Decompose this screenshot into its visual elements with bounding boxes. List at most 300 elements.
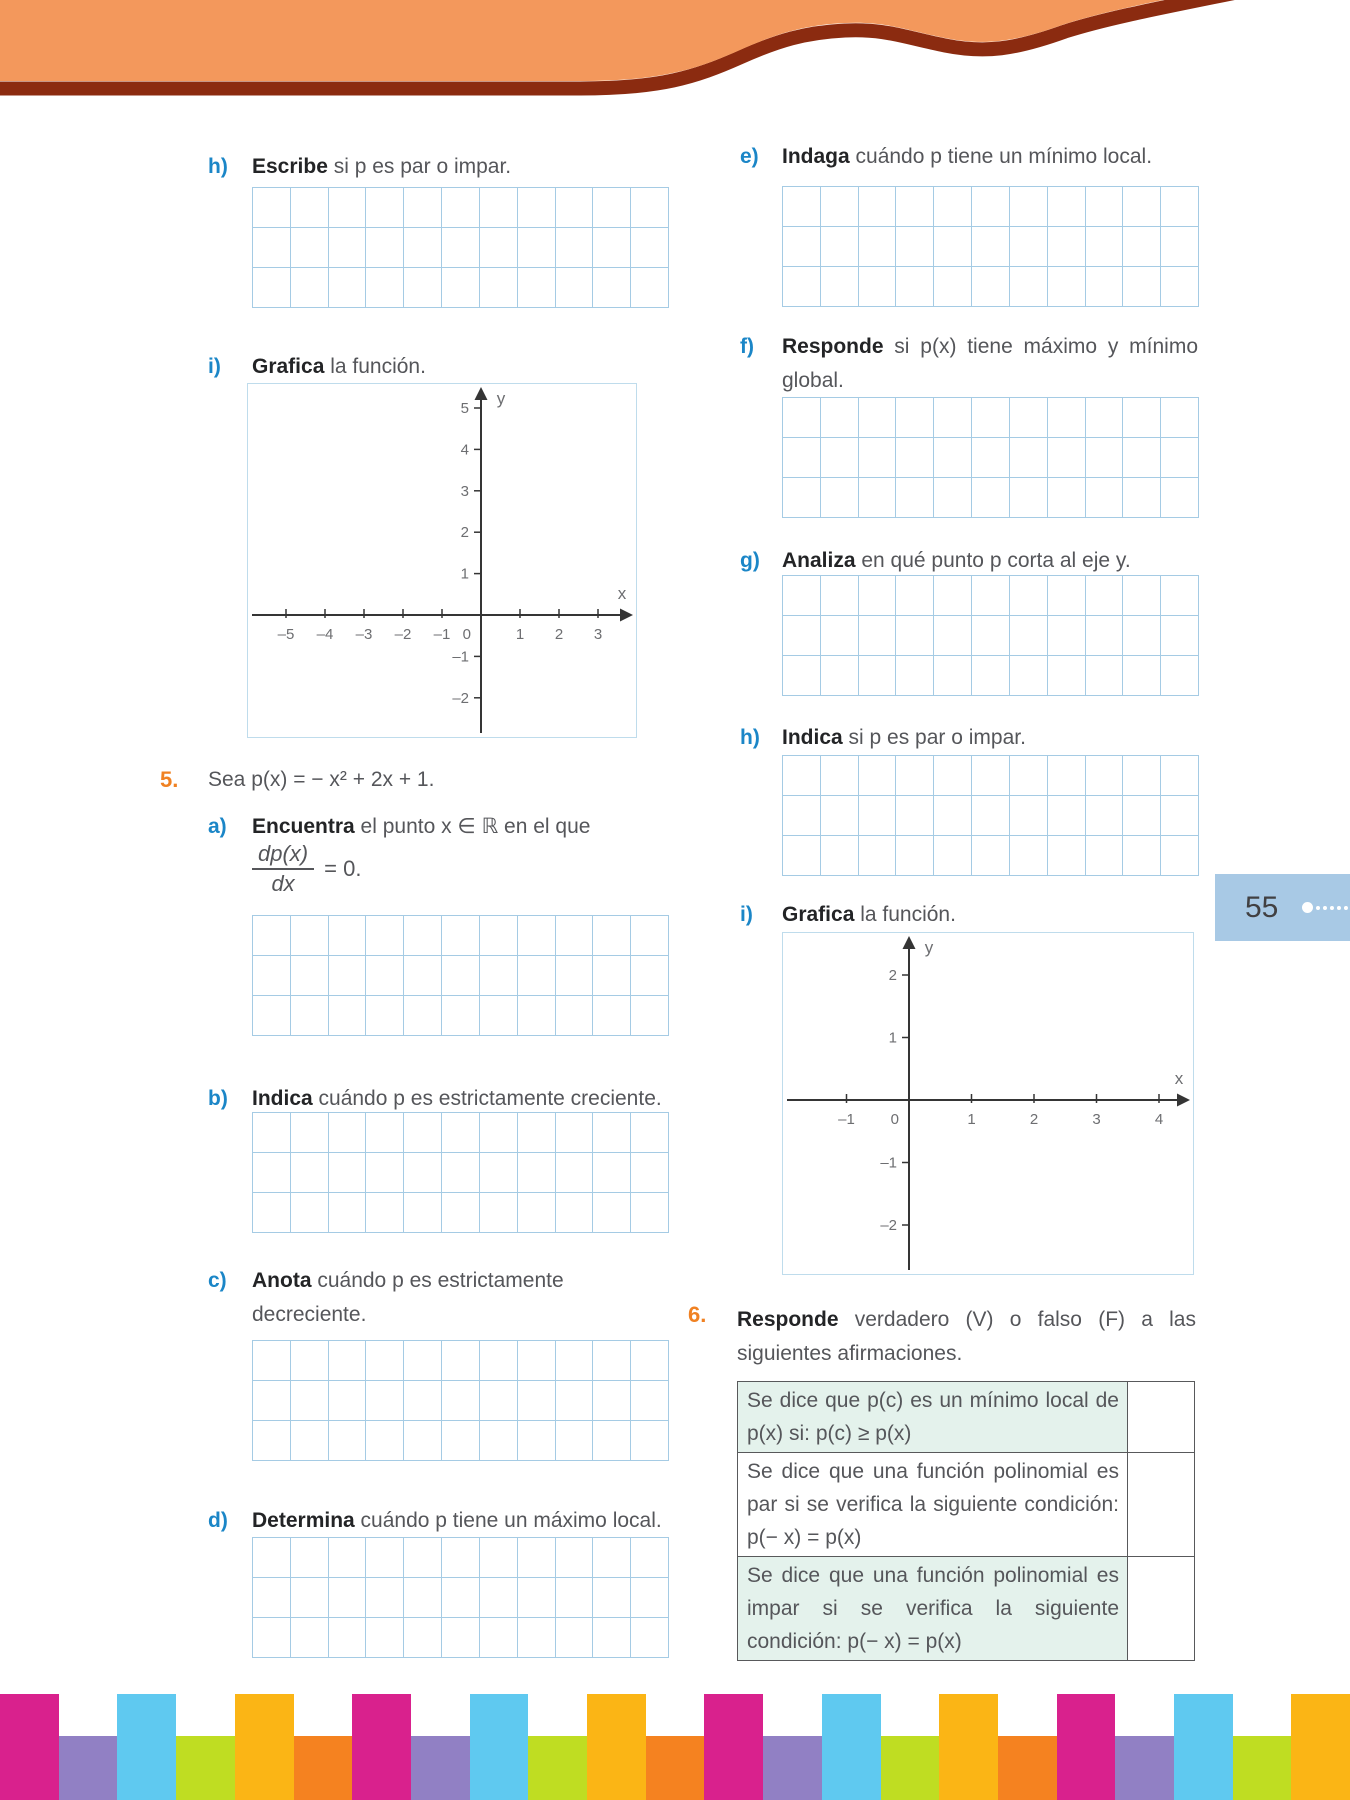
grid-cell [1086, 756, 1124, 796]
item-prompt: Indaga cuándo p tiene un mínimo local. [782, 145, 1153, 168]
grid-cell [631, 1618, 669, 1658]
grid-cell [1048, 656, 1086, 696]
grid-cell [1161, 576, 1199, 616]
grid-cell [556, 916, 594, 956]
grid-cell [329, 228, 367, 268]
grid-cell [783, 616, 821, 656]
grid-cell [480, 1113, 518, 1153]
item-label: c) [208, 1269, 227, 1292]
grid-cell [442, 1578, 480, 1618]
grid-cell [1161, 836, 1199, 876]
grid-cell [480, 916, 518, 956]
grid-cell [631, 1193, 669, 1233]
grid-cell [442, 916, 480, 956]
item-prompt: Indica cuándo p es estrictamente creciente. [252, 1087, 662, 1110]
item-label: i) [740, 903, 753, 926]
grid-cell [442, 1113, 480, 1153]
grid-cell [972, 836, 1010, 876]
grid-cell [329, 1538, 367, 1578]
fraction-numerator: dp(x) [258, 841, 309, 866]
answer-grid [252, 915, 669, 1036]
grid-cell [821, 796, 859, 836]
svg-text:0: 0 [462, 626, 471, 643]
grid-cell [366, 228, 404, 268]
svg-text:x: x [1174, 1069, 1184, 1088]
grid-cell [821, 756, 859, 796]
item-label: b) [208, 1087, 228, 1110]
grid-cell [442, 1381, 480, 1421]
grid-cell [1086, 227, 1124, 267]
grid-cell [1048, 398, 1086, 438]
grid-cell [404, 956, 442, 996]
grid-cell [404, 996, 442, 1036]
grid-cell [366, 1193, 404, 1233]
grid-cell [972, 796, 1010, 836]
grid-cell [631, 1421, 669, 1461]
grid-cell [1048, 756, 1086, 796]
item-prompt: Grafica la función. [782, 903, 956, 926]
grid-cell [783, 796, 821, 836]
grid-cell [518, 1153, 556, 1193]
grid-cell [783, 478, 821, 518]
statement-cell: Se dice que una función polinomial es par si se verifica la siguiente condición: p(− x) = p(x) [738, 1453, 1128, 1557]
grid-cell [442, 268, 480, 308]
svg-text:y: y [924, 938, 934, 957]
grid-cell [859, 756, 897, 796]
svg-text:1: 1 [967, 1111, 976, 1128]
grid-cell [593, 1113, 631, 1153]
grid-cell [291, 228, 329, 268]
svg-text:–1: –1 [838, 1111, 855, 1128]
grid-cell [442, 996, 480, 1036]
grid-cell [859, 398, 897, 438]
grid-cell [404, 268, 442, 308]
grid-cell [1010, 756, 1048, 796]
exercise-right-h [740, 721, 1026, 755]
grid-cell [934, 796, 972, 836]
grid-cell [593, 228, 631, 268]
grid-cell [821, 836, 859, 876]
grid-cell [1010, 576, 1048, 616]
grid-cell [1048, 478, 1086, 518]
grid-cell [859, 616, 897, 656]
exercise-right-g [740, 544, 1131, 578]
grid-cell [859, 438, 897, 478]
grid-cell [783, 756, 821, 796]
grid-cell [518, 228, 556, 268]
table-row [738, 1453, 1195, 1557]
coordinate-plane-right [782, 932, 1194, 1275]
statement-cell: Se dice que p(c) es un mínimo local de p(x) si: p(c) ≥ p(x) [738, 1382, 1128, 1453]
band-block [822, 1694, 881, 1800]
page-number: 55 [1245, 890, 1279, 924]
grid-cell [972, 398, 1010, 438]
band-block [528, 1736, 587, 1800]
grid-cell [896, 438, 934, 478]
grid-cell [1048, 616, 1086, 656]
grid-cell [518, 1341, 556, 1381]
equation-rhs: = 0. [324, 856, 362, 881]
grid-cell [896, 398, 934, 438]
grid-cell [480, 1153, 518, 1193]
grid-cell [291, 1578, 329, 1618]
derivative-equation [252, 840, 361, 898]
grid-cell [593, 268, 631, 308]
grid-cell [859, 267, 897, 307]
grid-cell [366, 268, 404, 308]
grid-cell [253, 1381, 291, 1421]
grid-cell [442, 1341, 480, 1381]
grid-cell [291, 1113, 329, 1153]
grid-cell [593, 188, 631, 228]
band-block [881, 1736, 940, 1800]
grid-cell [556, 1153, 594, 1193]
band-block [117, 1694, 176, 1800]
grid-cell [934, 478, 972, 518]
fraction [252, 840, 314, 898]
grid-cell [1123, 576, 1161, 616]
grid-cell [1048, 576, 1086, 616]
exercise-left-c [208, 1264, 586, 1332]
grid-cell [1010, 227, 1048, 267]
grid-cell [1123, 398, 1161, 438]
grid-cell [972, 576, 1010, 616]
grid-cell [518, 1578, 556, 1618]
grid-cell [480, 1578, 518, 1618]
grid-cell [1010, 438, 1048, 478]
grid-cell [366, 1421, 404, 1461]
grid-cell [1123, 656, 1161, 696]
item-label: h) [208, 155, 228, 178]
svg-text:0: 0 [890, 1111, 899, 1128]
grid-cell [366, 1341, 404, 1381]
grid-cell [329, 1153, 367, 1193]
item-prompt: Indica si p es par o impar. [782, 726, 1026, 749]
exercise-right-f [740, 330, 1198, 398]
exercise-left-b [208, 1082, 662, 1116]
band-block [352, 1694, 411, 1800]
item-label: a) [208, 815, 227, 838]
table-row [738, 1557, 1195, 1661]
grid-cell [1161, 227, 1199, 267]
grid-cell [442, 1153, 480, 1193]
grid-cell [329, 1618, 367, 1658]
grid-cell [329, 1193, 367, 1233]
answer-grid [782, 755, 1199, 876]
grid-cell [783, 656, 821, 696]
grid-cell [631, 1341, 669, 1381]
grid-cell [972, 616, 1010, 656]
grid-cell [253, 188, 291, 228]
grid-cell [783, 576, 821, 616]
answer-grid [252, 187, 669, 308]
grid-cell [556, 956, 594, 996]
grid-cell [934, 756, 972, 796]
grid-cell [442, 1421, 480, 1461]
problem-number: 6. [688, 1302, 707, 1327]
svg-text:4: 4 [460, 441, 469, 459]
item-prompt: Analiza en qué punto p corta al eje y. [782, 549, 1131, 572]
band-block [1174, 1694, 1233, 1800]
grid-cell [291, 1538, 329, 1578]
grid-cell [291, 188, 329, 228]
grid-cell [366, 1618, 404, 1658]
grid-cell [291, 1193, 329, 1233]
grid-cell [972, 227, 1010, 267]
grid-cell [556, 1381, 594, 1421]
grid-cell [518, 1538, 556, 1578]
grid-cell [404, 228, 442, 268]
grid-cell [480, 996, 518, 1036]
item-prompt: Encuentra el punto x ∈ ℝ en el que [252, 815, 591, 838]
grid-cell [934, 438, 972, 478]
grid-cell [1010, 616, 1048, 656]
grid-cell [291, 1153, 329, 1193]
grid-cell [404, 1113, 442, 1153]
grid-cell [934, 227, 972, 267]
svg-text:–5: –5 [277, 626, 295, 643]
statement-table [737, 1381, 1195, 1661]
grid-cell [253, 916, 291, 956]
item-prompt: Escribe si p es par o impar. [252, 155, 512, 178]
grid-cell [783, 836, 821, 876]
item-prompt: Grafica la función. [252, 355, 426, 378]
problem5-statement: Sea p(x) = − x² + 2x + 1. [208, 768, 435, 791]
grid-cell [1086, 398, 1124, 438]
grid-cell [1086, 836, 1124, 876]
grid-cell [518, 1193, 556, 1233]
grid-cell [329, 1578, 367, 1618]
grid-cell [1161, 656, 1199, 696]
grid-cell [896, 227, 934, 267]
grid-cell [821, 187, 859, 227]
band-block [1291, 1694, 1350, 1800]
grid-cell [859, 576, 897, 616]
grid-cell [253, 228, 291, 268]
item-prompt: Responde si p(x) tiene máximo y mínimo global. [782, 335, 1198, 392]
svg-text:–2: –2 [452, 689, 469, 707]
grid-cell [631, 228, 669, 268]
svg-text:–3: –3 [355, 626, 373, 643]
band-block [704, 1694, 763, 1800]
grid-cell [593, 1578, 631, 1618]
grid-cell [821, 616, 859, 656]
answer-cell [1128, 1382, 1195, 1453]
grid-cell [593, 956, 631, 996]
grid-cell [253, 1578, 291, 1618]
grid-cell [896, 267, 934, 307]
grid-cell [329, 268, 367, 308]
band-block [470, 1694, 529, 1800]
grid-cell [631, 1113, 669, 1153]
grid-cell [556, 1618, 594, 1658]
grid-cell [366, 1153, 404, 1193]
grid-cell [518, 996, 556, 1036]
grid-cell [329, 188, 367, 228]
grid-cell [859, 478, 897, 518]
grid-cell [934, 836, 972, 876]
grid-cell [934, 398, 972, 438]
svg-text:5: 5 [460, 400, 469, 417]
grid-cell [518, 188, 556, 228]
svg-text:x: x [617, 584, 627, 603]
answer-grid [782, 575, 1199, 696]
grid-cell [934, 616, 972, 656]
exercise-left-d [208, 1504, 662, 1538]
grid-cell [1048, 836, 1086, 876]
grid-cell [934, 656, 972, 696]
answer-grid [782, 186, 1199, 307]
grid-cell [253, 1341, 291, 1381]
grid-cell [366, 1538, 404, 1578]
grid-cell [631, 1381, 669, 1421]
grid-cell [404, 1421, 442, 1461]
grid-cell [821, 227, 859, 267]
svg-text:2: 2 [554, 626, 564, 643]
grid-cell [253, 268, 291, 308]
grid-cell [366, 188, 404, 228]
grid-cell [1123, 267, 1161, 307]
grid-cell [329, 1113, 367, 1153]
grid-cell [291, 1618, 329, 1658]
grid-cell [518, 916, 556, 956]
band-block [1057, 1694, 1116, 1800]
grid-cell [631, 268, 669, 308]
grid-cell [593, 1421, 631, 1461]
grid-cell [1010, 478, 1048, 518]
grid-cell [404, 916, 442, 956]
grid-cell [404, 188, 442, 228]
grid-cell [821, 576, 859, 616]
grid-cell [593, 1538, 631, 1578]
exercise-left-i [208, 350, 426, 384]
grid-cell [556, 1538, 594, 1578]
grid-cell [631, 956, 669, 996]
grid-cell [556, 1193, 594, 1233]
svg-text:3: 3 [1092, 1111, 1101, 1128]
grid-cell [859, 227, 897, 267]
grid-cell [1123, 227, 1161, 267]
item-prompt: Anota cuándo p es estrictamente decreciente. [252, 1269, 564, 1326]
grid-cell [291, 268, 329, 308]
grid-cell [1161, 756, 1199, 796]
grid-cell [859, 796, 897, 836]
svg-text:2: 2 [888, 967, 897, 984]
grid-cell [556, 268, 594, 308]
problem6-statement [737, 1303, 1196, 1371]
grid-cell [1010, 267, 1048, 307]
grid-cell [1086, 656, 1124, 696]
grid-cell [1123, 796, 1161, 836]
grid-cell [1048, 187, 1086, 227]
grid-cell [1086, 187, 1124, 227]
grid-cell [1123, 756, 1161, 796]
answer-cell [1128, 1557, 1195, 1661]
grid-cell [1123, 187, 1161, 227]
grid-cell [556, 1113, 594, 1153]
grid-cell [783, 438, 821, 478]
item-prompt: Determina cuándo p tiene un máximo local. [252, 1509, 662, 1532]
grid-cell [253, 1113, 291, 1153]
tab-dotted-line [1316, 906, 1348, 910]
grid-cell [972, 267, 1010, 307]
grid-cell [631, 1578, 669, 1618]
grid-cell [291, 1381, 329, 1421]
grid-cell [859, 836, 897, 876]
grid-cell [366, 996, 404, 1036]
band-block [0, 1694, 59, 1800]
answer-cell [1128, 1453, 1195, 1557]
grid-cell [821, 398, 859, 438]
grid-cell [859, 656, 897, 696]
grid-cell [1161, 187, 1199, 227]
grid-cell [1123, 438, 1161, 478]
grid-cell [1048, 438, 1086, 478]
grid-cell [480, 1193, 518, 1233]
band-block [763, 1736, 822, 1800]
grid-cell [1010, 796, 1048, 836]
grid-cell [821, 656, 859, 696]
exercise-left-h [208, 150, 512, 184]
grid-cell [404, 1153, 442, 1193]
grid-cell [593, 1618, 631, 1658]
table-row [738, 1382, 1195, 1453]
band-block [176, 1736, 235, 1800]
header-band [0, 0, 1350, 100]
grid-cell [1161, 616, 1199, 656]
grid-cell [329, 996, 367, 1036]
grid-cell [934, 267, 972, 307]
grid-cell [821, 478, 859, 518]
grid-cell [556, 1421, 594, 1461]
grid-cell [631, 916, 669, 956]
exercise-left-a [208, 810, 591, 844]
grid-cell [783, 227, 821, 267]
grid-cell [329, 956, 367, 996]
grid-cell [821, 438, 859, 478]
grid-cell [442, 228, 480, 268]
grid-cell [518, 1421, 556, 1461]
page-number-tab [1215, 874, 1350, 941]
grid-cell [1123, 478, 1161, 518]
grid-cell [1086, 438, 1124, 478]
grid-cell [366, 1381, 404, 1421]
grid-cell [593, 1153, 631, 1193]
svg-text:–1: –1 [452, 648, 469, 666]
statement-cell: Se dice que una función polinomial es impar si se verifica la siguiente condición: p(− x) = p(x) [738, 1557, 1128, 1661]
grid-cell [253, 1153, 291, 1193]
grid-cell [480, 188, 518, 228]
grid-cell [404, 1381, 442, 1421]
grid-cell [1161, 478, 1199, 518]
item-label: d) [208, 1509, 228, 1532]
grid-cell [1161, 796, 1199, 836]
svg-text:–1: –1 [880, 1154, 897, 1172]
grid-cell [1048, 227, 1086, 267]
grid-cell [821, 267, 859, 307]
grid-cell [329, 1421, 367, 1461]
grid-cell [896, 576, 934, 616]
grid-cell [291, 956, 329, 996]
band-block [646, 1736, 705, 1800]
grid-cell [593, 916, 631, 956]
grid-cell [1048, 796, 1086, 836]
coordinate-plane-left [247, 383, 637, 738]
grid-cell [934, 187, 972, 227]
grid-cell [896, 187, 934, 227]
grid-cell [442, 1538, 480, 1578]
svg-text:–2: –2 [394, 626, 412, 643]
